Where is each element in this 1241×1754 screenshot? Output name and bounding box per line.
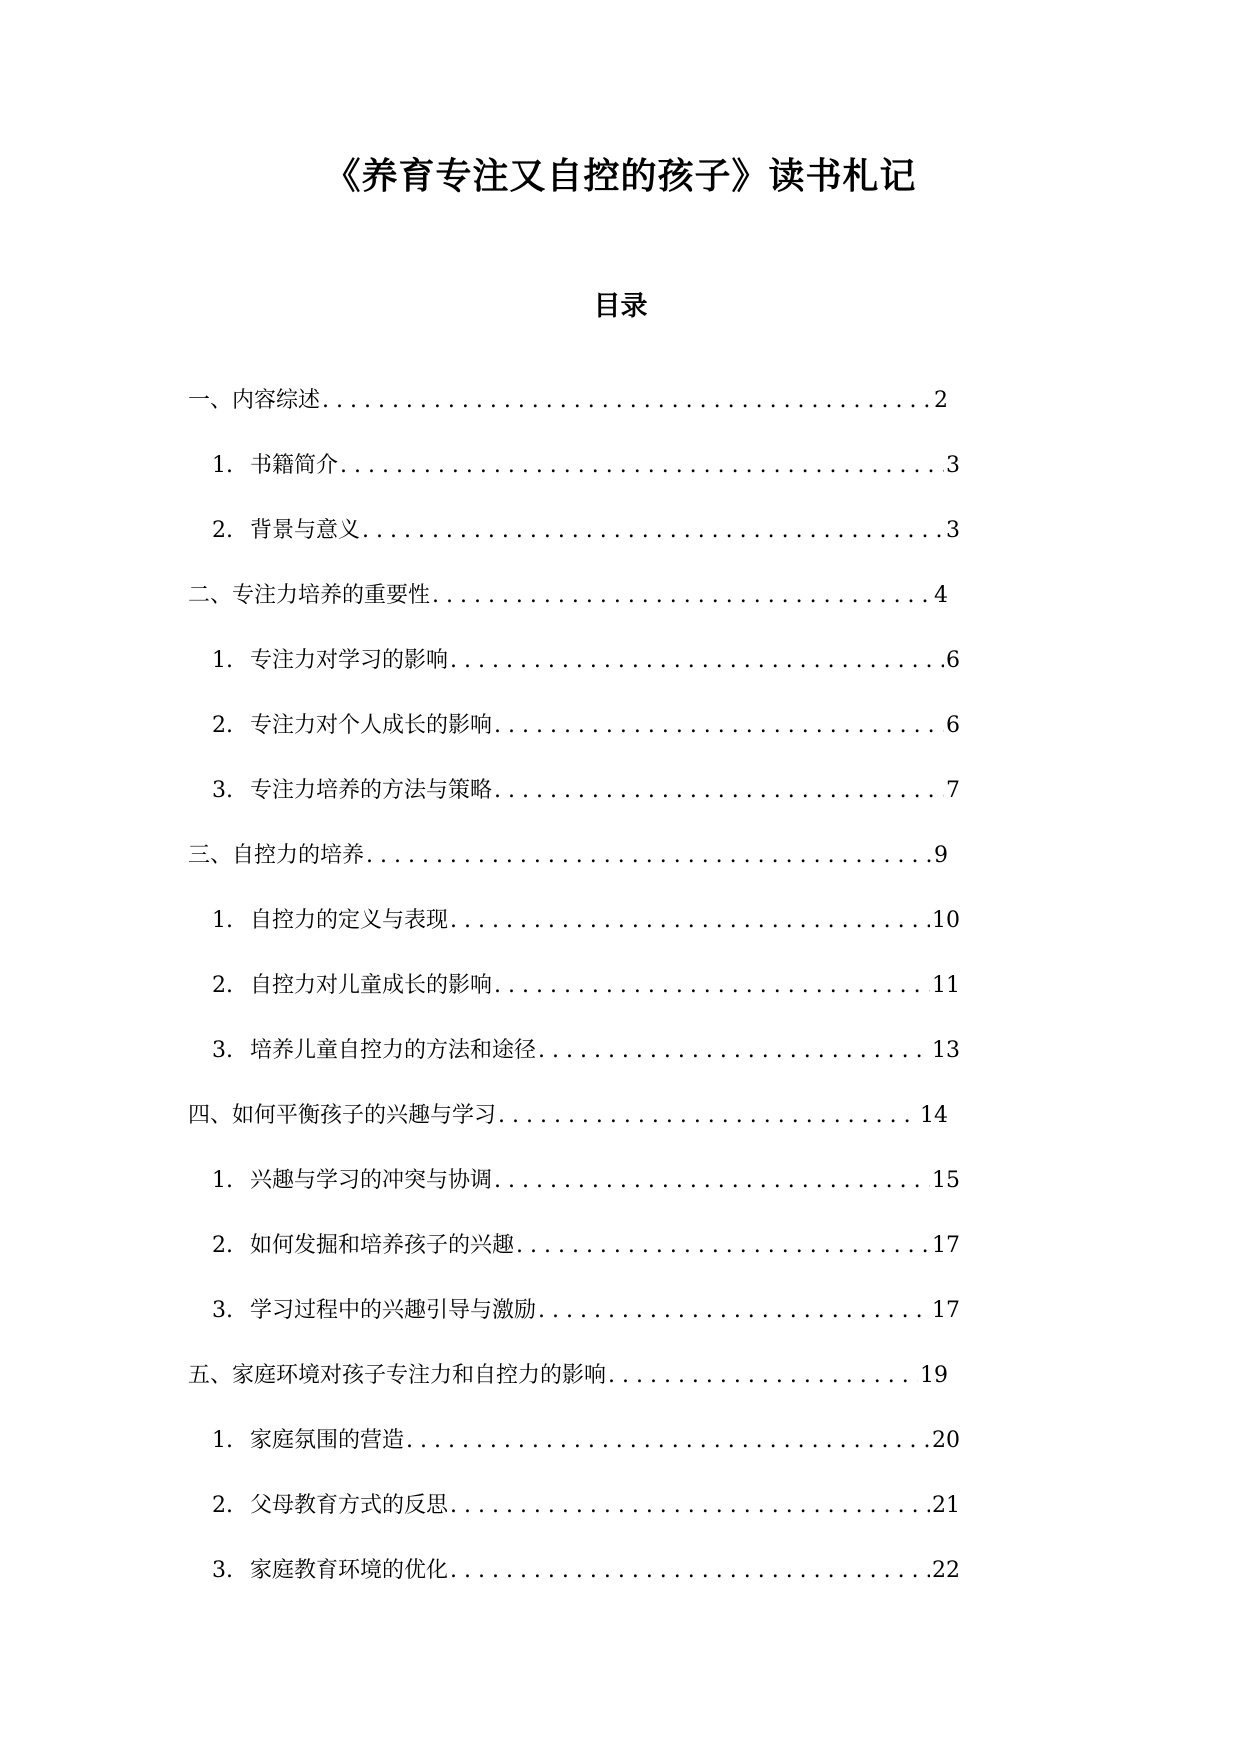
toc-leader-dots [450,646,944,676]
toc-entry-number: 2. [212,1233,233,1258]
toc-entry-number: 2. [212,973,233,998]
toc-leader-dots [538,1036,930,1066]
toc-entry-number: 3. [212,1298,233,1323]
toc-entry[interactable] [188,646,960,711]
toc-entry-text: 专注力对个人成长的影响 [250,713,493,738]
toc-leader-dots [340,451,944,481]
toc-entry[interactable] [188,581,948,646]
toc-entry[interactable] [188,386,948,451]
toc-leader-dots [494,711,944,741]
toc-entry-text: 一、内容综述 [188,388,321,413]
toc-entry-number: 3. [212,1038,233,1063]
toc-entry-number: 3. [212,778,233,803]
toc-entry-text: 父母教育方式的反思 [250,1493,449,1518]
toc-entry-text: 学习过程中的兴趣引导与激励 [250,1298,537,1323]
toc-entry-text: 专注力对学习的影响 [250,648,449,673]
toc-entry-text: 二、专注力培养的重要性 [188,583,431,608]
toc-entry[interactable] [188,1036,960,1101]
table-of-contents [188,386,960,1621]
toc-entry-page: 17 [932,1233,960,1258]
toc-entry-text: 背景与意义 [250,518,361,543]
toc-entry-page: 22 [932,1558,960,1583]
toc-leader-dots [322,386,932,416]
toc-entry[interactable] [188,1166,960,1231]
toc-entry[interactable] [188,971,960,1036]
toc-entry-page: 7 [946,778,960,803]
toc-entry[interactable] [188,451,960,516]
toc-entry-text: 家庭教育环境的优化 [250,1558,449,1583]
toc-entry-page: 13 [932,1038,960,1063]
toc-entry-number: 1. [212,648,233,673]
toc-entry-number: 3. [212,1558,233,1583]
toc-leader-dots [608,1361,918,1391]
toc-entry-number: 1. [212,908,233,933]
toc-entry[interactable] [188,1556,960,1621]
toc-entry-number: 2. [212,518,233,543]
toc-entry-text: 书籍简介 [250,453,339,478]
toc-heading: 目录 [593,291,648,322]
toc-leader-dots [450,1556,930,1586]
toc-entry-page: 17 [932,1298,960,1323]
toc-entry[interactable] [188,1296,960,1361]
toc-entry-text: 专注力培养的方法与策略 [250,778,493,803]
toc-entry[interactable] [188,711,960,776]
document-title: 《养育专注又自控的孩子》读书札记 [324,156,917,197]
toc-entry[interactable] [188,516,960,581]
toc-entry-number: 1. [212,1428,233,1453]
toc-entry[interactable] [188,1361,948,1426]
toc-entry-text: 五、家庭环境对孩子专注力和自控力的影响 [188,1363,607,1388]
toc-entry-page: 3 [946,518,960,543]
toc-entry-text: 自控力的定义与表现 [250,908,449,933]
toc-leader-dots [516,1231,930,1261]
toc-entry-page: 2 [934,388,948,413]
toc-leader-dots [494,971,930,1001]
toc-leader-dots [450,906,930,936]
toc-entry[interactable] [188,1491,960,1556]
toc-entry-page: 9 [934,843,948,868]
toc-entry-page: 6 [946,713,960,738]
toc-entry-text: 三、自控力的培养 [188,843,365,868]
toc-leader-dots [538,1296,930,1326]
toc-leader-dots [494,1166,930,1196]
toc-entry[interactable] [188,841,948,906]
toc-entry-page: 19 [920,1363,948,1388]
toc-entry-number: 1. [212,1168,233,1193]
toc-leader-dots [450,1491,930,1521]
toc-entry[interactable] [188,906,960,971]
toc-entry-page: 10 [932,908,960,933]
toc-entry-page: 11 [932,973,960,998]
toc-entry[interactable] [188,776,960,841]
toc-entry-page: 15 [932,1168,960,1193]
toc-entry-text: 培养儿童自控力的方法和途径 [250,1038,537,1063]
toc-entry[interactable] [188,1231,960,1296]
toc-leader-dots [406,1426,930,1456]
toc-entry-number: 1. [212,453,233,478]
toc-entry-text: 家庭氛围的营造 [250,1428,405,1453]
toc-entry-text: 如何发掘和培养孩子的兴趣 [250,1233,515,1258]
toc-leader-dots [366,841,932,871]
toc-entry-number: 2. [212,1493,233,1518]
toc-entry-text: 四、如何平衡孩子的兴趣与学习 [188,1103,497,1128]
toc-entry[interactable] [188,1101,948,1166]
toc-entry-text: 兴趣与学习的冲突与协调 [250,1168,493,1193]
toc-entry-page: 4 [934,583,948,608]
toc-entry-page: 3 [946,453,960,478]
toc-entry[interactable] [188,1426,960,1491]
toc-entry-page: 20 [932,1428,960,1453]
toc-entry-text: 自控力对儿童成长的影响 [250,973,493,998]
toc-entry-page: 14 [920,1103,948,1128]
toc-entry-page: 6 [946,648,960,673]
toc-leader-dots [362,516,944,546]
toc-entry-page: 21 [932,1493,960,1518]
toc-leader-dots [498,1101,918,1131]
toc-leader-dots [494,776,944,806]
toc-leader-dots [432,581,932,611]
toc-entry-number: 2. [212,713,233,738]
